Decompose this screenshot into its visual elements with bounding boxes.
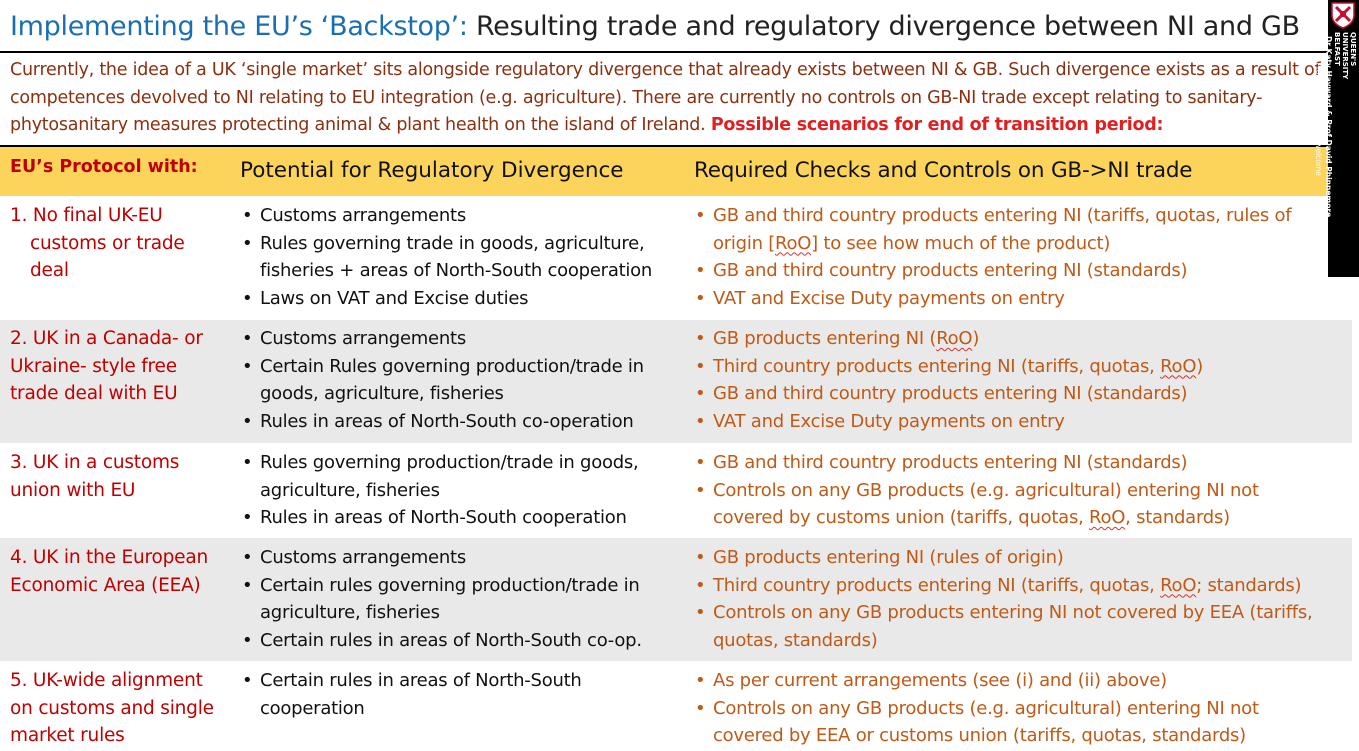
list-item: • Customs arrangements [240, 325, 680, 353]
scenario-1-line-1: 1. No final UK-EU [10, 205, 163, 226]
header-checks: Required Checks and Controls on GB->NI trade [694, 158, 1193, 183]
list-item: • Certain rules governing production/trade in agriculture, fisheries [240, 572, 680, 627]
scenario-2 [10, 325, 225, 408]
scenario-3-text: 3. UK in a customs union with EU [10, 452, 180, 501]
logo-vertical-text [1314, 32, 1357, 272]
intro-highlight: Possible scenarios for end of transition period: [710, 115, 1164, 135]
checks-list-2 [693, 325, 1333, 435]
roo-term: RoO [1160, 355, 1197, 377]
list-item: • GB and third country products entering NI (tariffs, quotas, rules of origin [RoO] to see how much of the product) [693, 202, 1333, 257]
list-item: • Rules governing trade in goods, agriculture, fisheries + areas of North-South cooperation [240, 230, 680, 285]
list-item: • Controls on any GB products entering NI not covered by EEA (tariffs, quotas, standards) [693, 599, 1333, 654]
scenario-4 [10, 544, 225, 599]
checks-list-5 [693, 667, 1333, 750]
logo-name-line-2: UNIVERSITY [1341, 32, 1349, 80]
list-item: • VAT and Excise Duty payments on entry [693, 285, 1333, 313]
logo-name-line-3: BELFAST [1333, 32, 1341, 66]
university-crest-icon [1330, 1, 1356, 29]
list-item: • VAT and Excise Duty payments on entry [693, 408, 1333, 436]
list-item: • GB and third country products entering NI (standards) [693, 380, 1333, 408]
scenario-2-text: 2. UK in a Canada- or Ukraine- style free trade deal with EU [10, 328, 203, 404]
header-divergence: Potential for Regulatory Divergence [240, 158, 624, 183]
scenario-1 [10, 202, 225, 285]
divergence-list-2 [240, 325, 680, 435]
list-item: • Rules governing production/trade in goods, agriculture, fisheries [240, 449, 680, 504]
scenario-5-text: 5. UK-wide alignment on customs and single market rules [10, 670, 214, 746]
slide-title [10, 10, 1300, 44]
scenario-1-line-2: customs or trade [30, 232, 185, 254]
divergence-list-4 [240, 544, 680, 654]
header-scenario: EU’s Protocol with: [10, 157, 198, 177]
list-item: • Rules in areas of North-South cooperation [240, 504, 680, 532]
logo-authors: Dr Katy Hayward & Prof David Phinnemore [1324, 36, 1333, 218]
roo-term: RoO [775, 232, 812, 254]
scenario-4-text: 4. UK in the European Economic Area (EEA) [10, 547, 208, 596]
list-item: • Third country products entering NI (tariffs, quotas, RoO; standards) [693, 572, 1333, 600]
list-item: • As per current arrangements (see (i) and (ii) above) [693, 667, 1333, 695]
roo-term: RoO [1160, 574, 1197, 596]
scenario-3 [10, 449, 225, 504]
roo-term: RoO [1089, 507, 1126, 528]
checks-list-3 [693, 449, 1333, 532]
list-item: • GB and third country products entering NI (standards) [693, 257, 1333, 285]
list-item: • Laws on VAT and Excise duties [240, 285, 680, 313]
checks-list-4 [693, 544, 1333, 654]
title-highlight: Implementing the EU’s ‘Backstop’: [10, 11, 468, 42]
list-item: • Customs arrangements [240, 544, 680, 572]
divergence-list-5 [240, 667, 680, 722]
intro-paragraph [10, 57, 1328, 140]
list-item: • Controls on any GB products (e.g. agricultural) entering NI not covered by customs union (tariffs, quotas, RoO, standards) [693, 477, 1333, 532]
divergence-list-1 [240, 202, 680, 312]
scenario-5 [10, 667, 225, 750]
intro-text: Currently, the idea of a UK ‘single market’ sits alongside regulatory divergence that already exists between NI & GB. Such divergence exists as a result of competences devolved to NI relating to EU integration (e.g. agriculture). There are currently no controls on GB-NI trade except relating to sanitary-phytosanitary measures protecting animal & plant health on the island of Ireland. [10, 60, 1321, 135]
list-item: • Certain rules in areas of North-South co-op. [240, 627, 680, 655]
list-item: • GB products entering NI (rules of origin) [693, 544, 1333, 572]
list-item: • Certain rules in areas of North-South cooperation [240, 667, 680, 722]
list-item: • Customs arrangements [240, 202, 680, 230]
list-item: • GB products entering NI (RoO) [693, 325, 1333, 353]
list-item: • Controls on any GB products (e.g. agricultural) entering NI not covered by EEA or customs union (tariffs, quotas, standards) [693, 695, 1333, 750]
list-item: • Third country products entering NI (tariffs, quotas, RoO) [693, 353, 1333, 381]
logo-note: Work in Progress. Comments welcome [1314, 32, 1323, 176]
list-item: • Rules in areas of North-South co-operation [240, 408, 680, 436]
checks-list-1 [693, 202, 1333, 312]
scenario-1-line-3: deal [30, 260, 69, 281]
divergence-list-3 [240, 449, 680, 532]
list-item: • GB and third country products entering NI (standards) [693, 449, 1333, 477]
roo-term: RoO [936, 328, 973, 349]
list-item: • Certain Rules governing production/trade in goods, agriculture, fisheries [240, 353, 680, 408]
title-divider [0, 51, 1328, 53]
logo-name-line-1: QUEEN'S [1349, 32, 1357, 67]
title-rest: Resulting trade and regulatory divergence between NI and GB [475, 11, 1300, 42]
